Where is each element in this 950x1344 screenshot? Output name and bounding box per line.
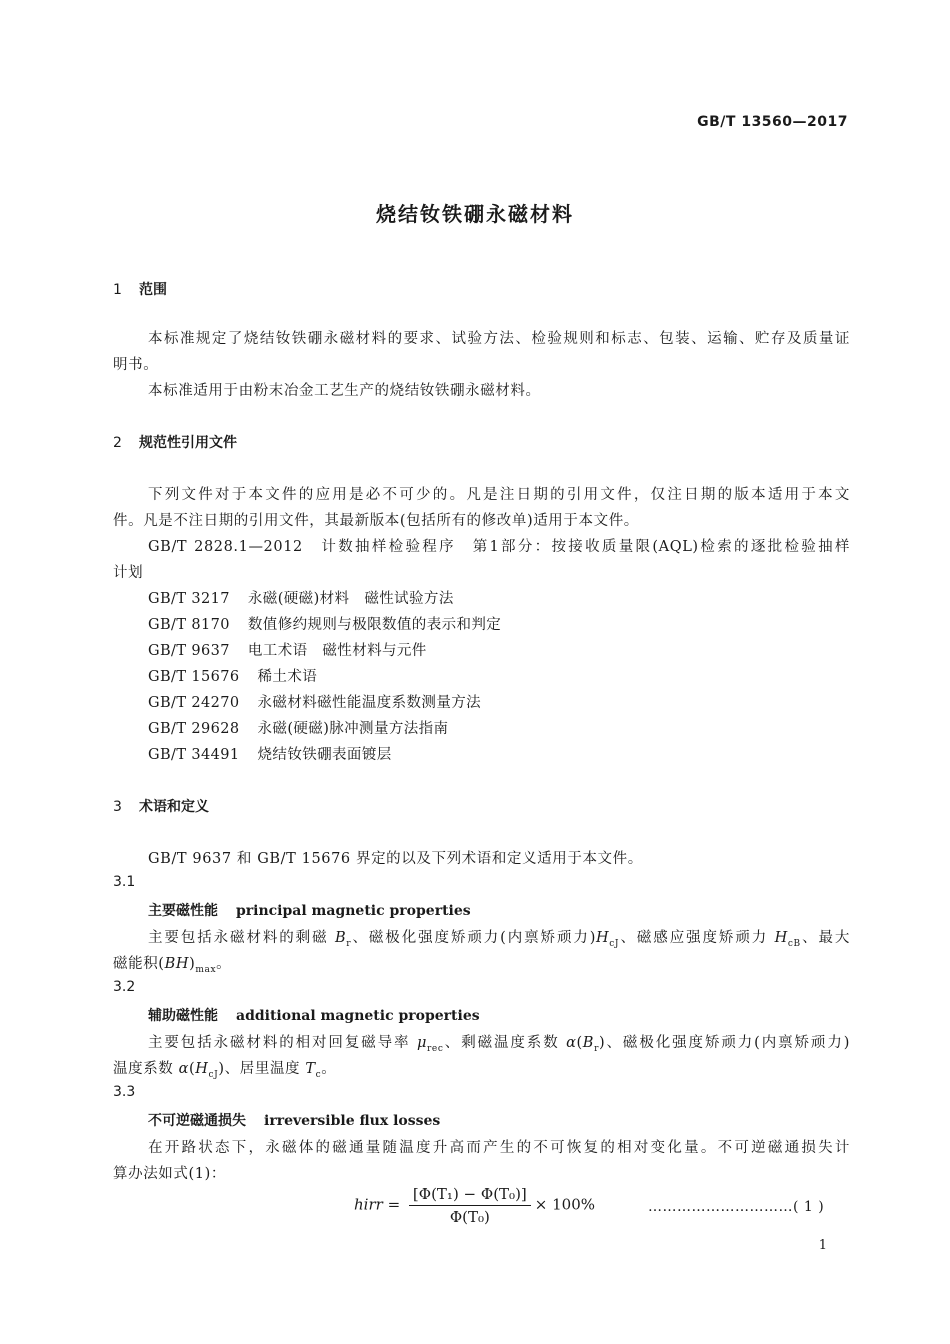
formula-equals: = xyxy=(382,1195,405,1214)
formula xyxy=(354,1185,595,1226)
text: )、居里温度 xyxy=(218,1061,306,1077)
document-title: 烧结钕铁硼永磁材料 xyxy=(376,202,574,226)
reference-title: 永磁材料磁性能温度系数测量方法 xyxy=(257,695,482,711)
subscript: cJ xyxy=(609,938,620,949)
symbol: B xyxy=(335,930,347,946)
symbol: α xyxy=(178,1061,190,1077)
symbol: BH xyxy=(164,956,190,972)
term-heading xyxy=(148,1005,480,1025)
term-heading xyxy=(148,1110,440,1130)
symbol: α xyxy=(566,1035,577,1051)
term-heading xyxy=(148,900,471,920)
section-title: 范围 xyxy=(139,282,167,298)
term-zh: 辅助磁性能 xyxy=(148,1008,218,1024)
subscript: r xyxy=(346,938,352,949)
formula-denominator: Φ(T₀) xyxy=(449,1208,490,1226)
term-en: additional magnetic properties xyxy=(236,1008,480,1024)
subscript: c xyxy=(315,1069,322,1080)
reference-item xyxy=(148,639,427,660)
section-3-heading xyxy=(113,796,209,816)
text: 磁能积( xyxy=(113,956,165,972)
term-zh: 主要磁性能 xyxy=(148,903,218,919)
text: 主要包括永磁材料的剩磁 xyxy=(148,930,336,946)
paragraph: GB/T 9637 和 GB/T 15676 界定的以及下列术语和定义适用于本文件。 xyxy=(148,851,643,867)
formula-lhs: hirr xyxy=(354,1195,383,1214)
symbol: H xyxy=(195,1061,209,1077)
formula-fraction xyxy=(409,1185,531,1226)
reference-item: GB/T 2828.1—2012 计数抽样检验程序 第1部分：按接收质量限(AQL)检索的逐批检验抽样 xyxy=(148,539,850,555)
reference-title: 稀土术语 xyxy=(257,669,318,685)
paragraph: 下列文件对于本文件的应用是必不可少的。凡是注日期的引用文件，仅注日期的版本适用于本文 xyxy=(148,487,850,503)
reference-code: GB/T 3217 xyxy=(148,591,230,607)
paragraph: 本标准规定了烧结钕铁硼永磁材料的要求、试验方法、检验规则和标志、包装、运输、贮存及质量证 xyxy=(148,331,850,347)
reference-item xyxy=(148,717,448,738)
subscript: cJ xyxy=(208,1069,219,1080)
reference-item xyxy=(148,587,454,608)
text: ) xyxy=(189,956,196,972)
reference-title: 数值修约规则与极限数值的表示和判定 xyxy=(247,617,502,633)
reference-item xyxy=(148,613,501,634)
term-en: principal magnetic properties xyxy=(236,903,471,919)
reference-title: 永磁(硬磁)脉冲测量方法指南 xyxy=(257,721,449,737)
formula-leader xyxy=(648,1199,824,1215)
definition-line xyxy=(113,952,231,975)
paragraph-continuation: 明书。 xyxy=(113,357,159,373)
text: 主要包括永磁材料的相对回复磁导率 xyxy=(148,1035,417,1051)
standard-number: GB/T 13560—2017 xyxy=(697,114,848,130)
reference-item xyxy=(148,743,392,764)
symbol: T xyxy=(305,1061,316,1077)
reference-title: 电工术语 磁性材料与元件 xyxy=(247,643,427,659)
reference-code: GB/T 15676 xyxy=(148,669,240,685)
paragraph-continuation: 件。凡是不注日期的引用文件，其最新版本(包括所有的修改单)适用于本文件。 xyxy=(113,513,639,529)
text: 、剩磁温度系数 xyxy=(443,1035,567,1051)
section-number: 3 xyxy=(113,799,122,815)
reference-title: 永磁(硬磁)材料 磁性试验方法 xyxy=(247,591,454,607)
reference-continuation: 计划 xyxy=(113,565,144,581)
reference-code: GB/T 29628 xyxy=(148,721,240,737)
paragraph: 本标准适用于由粉末冶金工艺生产的烧结钕铁硼永磁材料。 xyxy=(148,383,541,399)
reference-item xyxy=(148,691,481,712)
text: 、磁极化强度矫顽力(内禀矫顽力) xyxy=(351,930,597,946)
section-title: 术语和定义 xyxy=(139,799,209,815)
formula-multiplier: × 100% xyxy=(534,1195,596,1214)
section-1-heading xyxy=(113,279,167,299)
symbol: μ xyxy=(416,1035,427,1051)
reference-code: GB/T 34491 xyxy=(148,747,240,763)
text: 温度系数 xyxy=(113,1061,179,1077)
text: )、磁极化强度矫顽力(内禀矫顽力) xyxy=(598,1035,850,1051)
text: 、磁感应强度矫顽力 xyxy=(619,930,775,946)
symbol: H xyxy=(596,930,610,946)
subscript: cB xyxy=(787,938,801,949)
text: ( xyxy=(189,1061,196,1077)
symbol: B xyxy=(582,1035,595,1051)
leader-dots: ………………………… xyxy=(648,1199,793,1215)
reference-title: 烧结钕铁硼表面镀层 xyxy=(257,747,392,763)
term-zh: 不可逆磁通损失 xyxy=(148,1113,246,1129)
definition-line xyxy=(148,1031,850,1054)
text: ( xyxy=(576,1035,583,1051)
section-number: 2 xyxy=(113,435,122,451)
term-number: 3.2 xyxy=(113,979,136,995)
text: 。 xyxy=(321,1061,337,1077)
text: 。 xyxy=(216,956,232,972)
definition-line xyxy=(113,1057,336,1080)
section-title: 规范性引用文件 xyxy=(139,435,237,451)
definition-line xyxy=(148,926,850,949)
formula-label: ( 1 ) xyxy=(793,1199,825,1215)
term-number: 3.1 xyxy=(113,874,136,890)
definition-line: 算办法如式(1)： xyxy=(113,1166,226,1182)
text: 、最大 xyxy=(800,930,851,946)
section-2-heading xyxy=(113,432,237,452)
term-en: irreversible flux losses xyxy=(264,1113,441,1129)
formula-numerator: [Φ(T₁) − Φ(T₀)] xyxy=(409,1185,531,1206)
term-number: 3.3 xyxy=(113,1084,136,1100)
definition-line: 在开路状态下，永磁体的磁通量随温度升高而产生的不可恢复的相对变化量。不可逆磁通损失计 xyxy=(148,1140,850,1156)
subscript: r xyxy=(594,1043,599,1054)
reference-item xyxy=(148,665,317,686)
page-number: 1 xyxy=(818,1238,827,1253)
symbol: H xyxy=(774,930,788,946)
reference-code: GB/T 24270 xyxy=(148,695,240,711)
reference-code: GB/T 9637 xyxy=(148,643,230,659)
reference-code: GB/T 8170 xyxy=(148,617,230,633)
section-number: 1 xyxy=(113,282,122,298)
subscript: max xyxy=(195,964,217,975)
subscript: rec xyxy=(427,1043,444,1054)
